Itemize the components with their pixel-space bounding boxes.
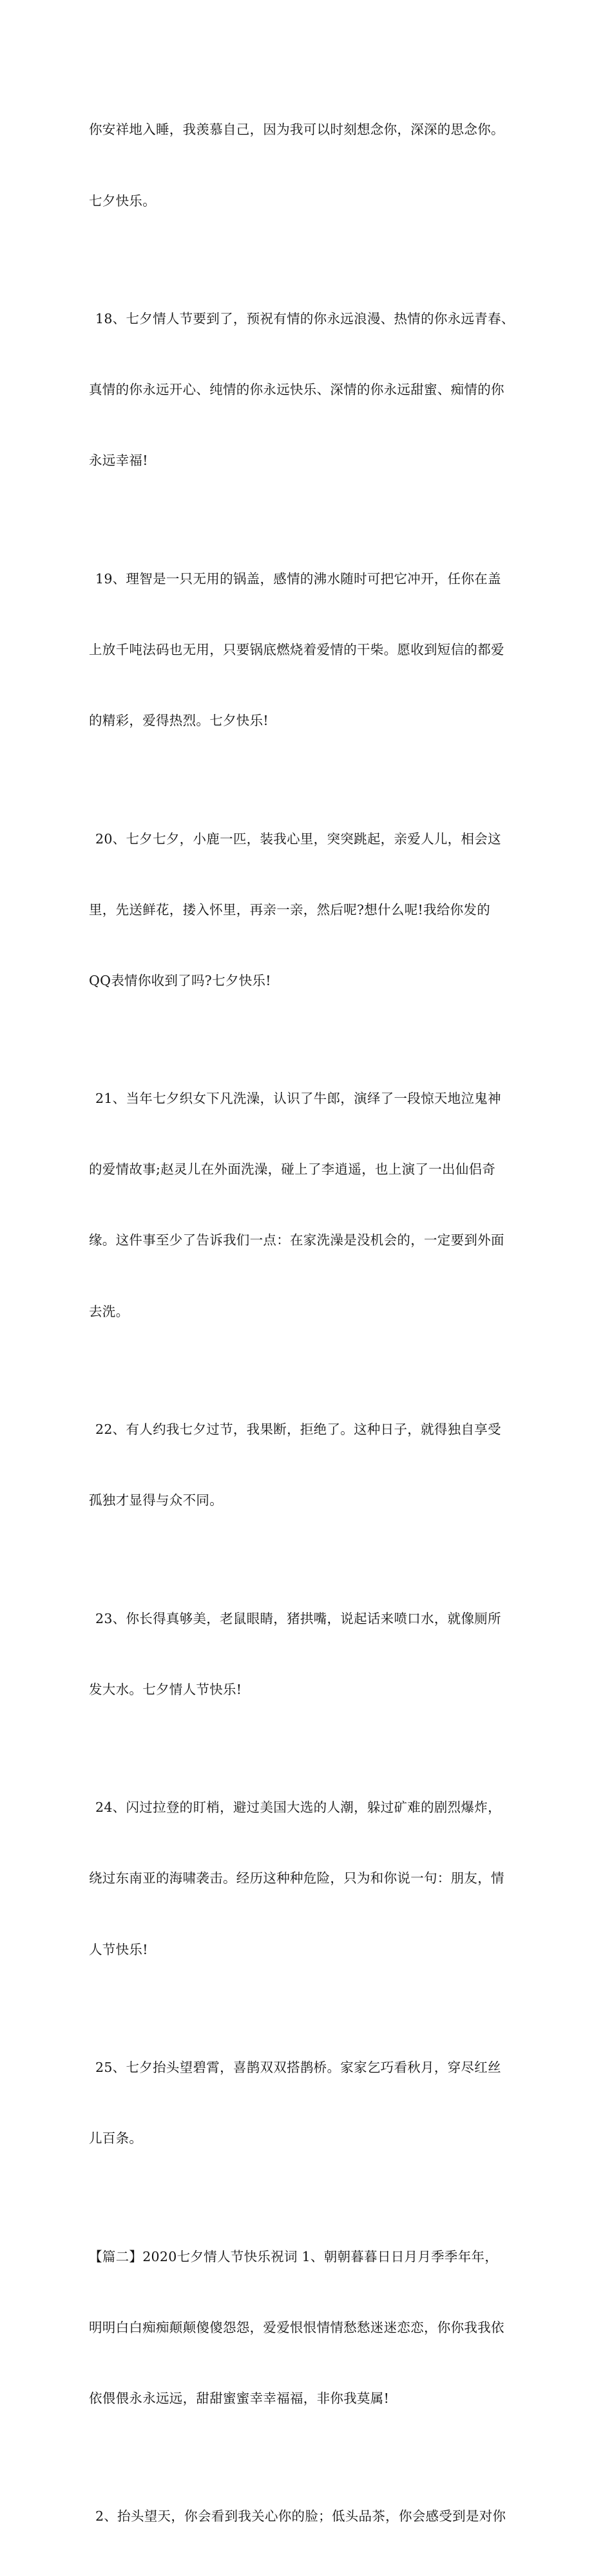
text-line: 儿百条。 bbox=[89, 2130, 143, 2147]
document-body bbox=[89, 71, 533, 2576]
text-line: 你安祥地入睡，我羡慕自己，因为我可以时刻想念你，深深的思念你。 bbox=[89, 122, 504, 138]
text-line: 的精彩，爱得热烈。七夕快乐! bbox=[89, 712, 269, 728]
paragraph-2 bbox=[89, 2458, 533, 2576]
text-line: 22、有人约我七夕过节，我果断，拒绝了。这种日子，就得独自享受 bbox=[95, 1422, 501, 1438]
text-line: 20、七夕七夕，小鹿一匹，装我心里，突突跳起，亲爱人儿，相会这 bbox=[95, 831, 501, 847]
text-line: 依偎偎永永远远，甜甜蜜蜜幸幸福福，非你我莫属! bbox=[89, 2390, 390, 2406]
text-line: 发大水。七夕情人节快乐! bbox=[89, 1681, 242, 1697]
paragraph-23 bbox=[89, 1559, 533, 1749]
paragraph-25 bbox=[89, 2009, 533, 2198]
text-line: 里，先送鲜花，搂入怀里，再亲一亲，然后呢?想什么呢!我给你发的 bbox=[89, 901, 491, 917]
paragraph-21 bbox=[89, 1040, 533, 1371]
text-line: 的爱情故事;赵灵儿在外面洗澡，碰上了李逍遥，也上演了一出仙侣奇 bbox=[89, 1161, 496, 1178]
paragraph-24 bbox=[89, 1749, 533, 2009]
text-line: 18、七夕情人节要到了，预祝有情的你永远浪漫、热情的你永远青春、 bbox=[95, 311, 515, 327]
text-line: 2、抬头望天，你会看到我关心你的脸；低头品茶，你会感受到是对你 bbox=[95, 2508, 506, 2524]
text-line: 23、你长得真够美，老鼠眼睛，猪拱嘴，说起话来喷口水，就像厕所 bbox=[95, 1610, 501, 1626]
paragraph-22 bbox=[89, 1371, 533, 1560]
text-line: 24、闪过拉登的盯梢，避过美国大选的人潮，躲过矿难的剧烈爆炸， bbox=[95, 1800, 501, 1816]
text-line: 19、理智是一只无用的锅盖，感情的沸水随时可把它冲开，任你在盖 bbox=[95, 570, 501, 587]
text-line: 孤独才显得与众不同。 bbox=[89, 1492, 223, 1509]
paragraph-18 bbox=[89, 260, 533, 520]
text-line: 绕过东南亚的海啸袭击。经历这种种危险，只为和你说一句：朋友，情 bbox=[89, 1870, 504, 1886]
paragraph-section-2 bbox=[89, 2197, 533, 2458]
text-line: 七夕快乐。 bbox=[89, 193, 156, 209]
text-line: 明明白白痴痴颠颠傻傻怨怨，爱爱恨恨情情愁愁迷迷恋恋，你你我我依 bbox=[89, 2319, 504, 2335]
text-line: 上放千吨法码也无用，只要锅底燃烧着爱情的干柴。愿收到短信的都爱 bbox=[89, 641, 504, 657]
text-line: 去洗。 bbox=[89, 1303, 129, 1319]
text-line: 缘。这件事至少了告诉我们一点：在家洗澡是没机会的，一定要到外面 bbox=[89, 1232, 504, 1248]
text-line: 21、当年七夕织女下凡洗澡，认识了牛郎，演绎了一段惊天地泣鬼神 bbox=[95, 1091, 501, 1107]
text-line: QQ表情你收到了吗?七夕快乐! bbox=[89, 972, 271, 988]
text-line: 真情的你永远开心、纯情的你永远快乐、深情的你永远甜蜜、痴情的你 bbox=[89, 382, 504, 398]
paragraph-17-tail bbox=[89, 71, 533, 260]
section-heading-line: 【篇二】2020七夕情人节快乐祝词 1、朝朝暮暮日日月月季季年年， bbox=[89, 2248, 499, 2264]
text-line: 人节快乐! bbox=[89, 1941, 148, 1957]
paragraph-20 bbox=[89, 780, 533, 1040]
text-line: 25、七夕抬头望碧霄，喜鹊双双搭鹊桥。家家乞巧看秋月，穿尽红丝 bbox=[95, 2060, 501, 2076]
text-line: 永远幸福! bbox=[89, 453, 148, 469]
paragraph-19 bbox=[89, 520, 533, 780]
